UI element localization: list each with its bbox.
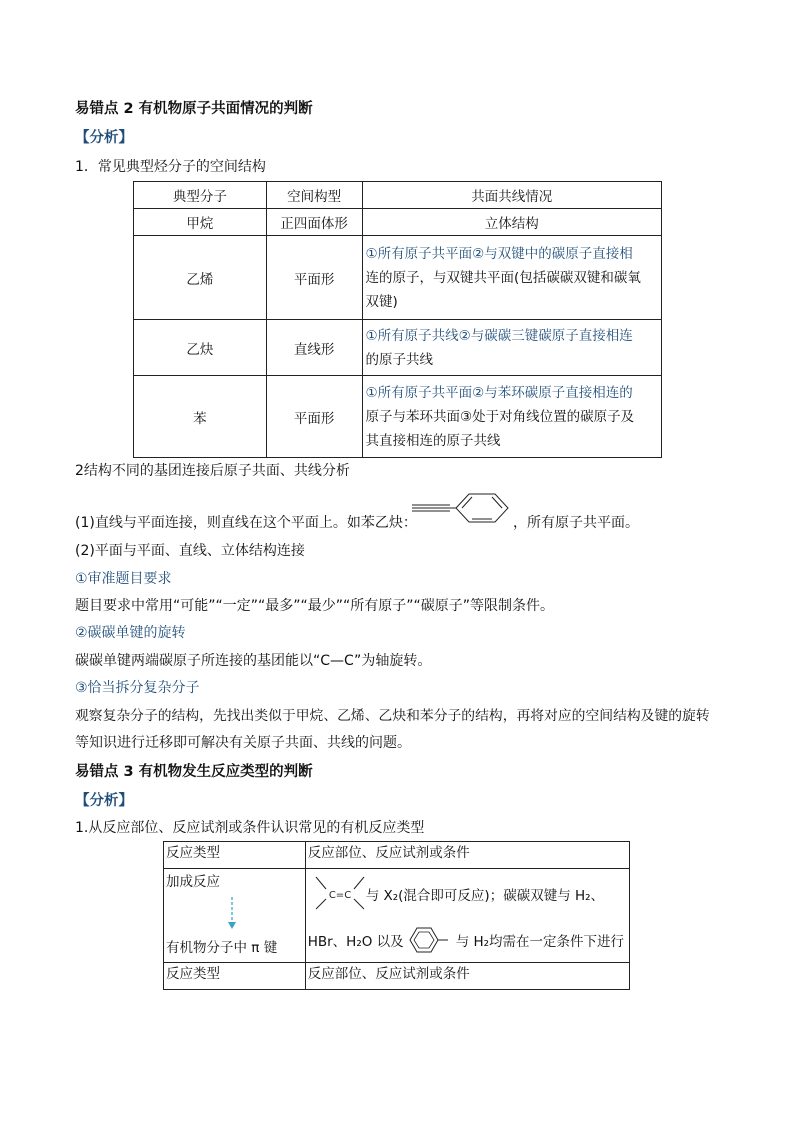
- description-line: ①所有原子共线②与碳碳三键碳原子直接相连: [365, 327, 633, 344]
- condition-text: HBr、H₂O 以及: [307, 934, 404, 950]
- paragraph-text: ，所有原子共平面。: [513, 515, 639, 531]
- header-cell: 典型分子: [134, 182, 267, 209]
- table-row: [134, 209, 662, 236]
- table-row: [134, 320, 662, 376]
- reaction-type-cell: [164, 869, 306, 963]
- paragraph-text: (2)平面与平面、直线、立体结构连接: [75, 543, 305, 559]
- header-cell: 共面共线情况: [362, 182, 661, 209]
- table-header-row: [134, 182, 662, 209]
- phenylacetylene-structure-image: [410, 490, 515, 530]
- description-cell: [362, 376, 661, 458]
- cc-bond-label: C=C: [328, 890, 351, 901]
- paragraph-text: 等知识进行迁移即可解决有关原子共面、共线的问题。: [75, 735, 411, 751]
- table-row: [164, 963, 630, 990]
- shape-cell: 正四面体形: [266, 209, 362, 236]
- subsection-title: ③恰当拆分复杂分子: [75, 680, 200, 696]
- analysis-label: 【分析】: [75, 130, 133, 146]
- condition-text: 与 H₂均需在一定条件下进行: [455, 934, 625, 950]
- description-line: 连的原子，与双键共平面(包括碳碳双键和碳氧: [365, 269, 641, 286]
- shape-cell: 平面形: [266, 376, 362, 458]
- reaction-type-label: 有机物分子中 π 键: [166, 940, 278, 956]
- reaction-type-label: 加成反应: [166, 874, 220, 890]
- header-cell: 反应部位、反应试剂或条件: [305, 842, 629, 869]
- molecule-cell: 乙炔: [134, 320, 267, 376]
- paragraph-title: 1．常见典型烃分子的空间结构: [75, 159, 266, 175]
- reaction-condition-cell: 反应部位、反应试剂或条件: [305, 963, 629, 990]
- molecule-cell: 甲烷: [134, 209, 267, 236]
- table-row: [164, 869, 630, 963]
- shape-cell: 直线形: [266, 320, 362, 376]
- condition-text: 与 X₂(混合即可反应)；碳碳双键与 H₂、: [365, 888, 605, 904]
- table-header-row: [164, 842, 630, 869]
- analysis-label: 【分析】: [75, 793, 133, 809]
- description-line: 双键): [365, 293, 398, 310]
- section-heading-2: 易错点 2 有机物原子共面情况的判断: [75, 101, 313, 117]
- subsection-title: ②碳碳单键的旋转: [75, 625, 186, 641]
- paragraph-text: (1)直线与平面连接，则直线在这个平面上。如苯乙炔：: [75, 515, 417, 531]
- header-cell: 反应类型: [164, 842, 306, 869]
- description-line: 其直接相连的原子共线: [365, 432, 501, 449]
- section-heading-3: 易错点 3 有机物发生反应类型的判断: [75, 764, 313, 780]
- subsection-title: ①审准题目要求: [75, 571, 172, 587]
- paragraph-title: 1.从反应部位、反应试剂或条件认识常见的有机反应类型: [75, 820, 425, 836]
- description-line: ①所有原子共平面②与双键中的碳原子直接相: [365, 245, 633, 262]
- carbon-double-bond-structure-image: [314, 875, 366, 915]
- table-row: [134, 376, 662, 458]
- paragraph-title: 2结构不同的基团连接后原子共面、共线分析: [75, 463, 350, 479]
- description-cell: 立体结构: [362, 209, 661, 236]
- description-cell: [362, 320, 661, 376]
- molecule-cell: 乙烯: [134, 236, 267, 320]
- description-line: 的原子共线: [365, 351, 434, 368]
- hydrocarbon-structure-table: [133, 181, 662, 458]
- benzene-ring-structure-image: [406, 923, 450, 957]
- arrow-down-icon: [226, 897, 238, 931]
- molecule-cell: 苯: [134, 376, 267, 458]
- paragraph-text: 题目要求中常用“可能”“一定”“最多”“最少”“所有原子”“碳原子”等限制条件。: [75, 598, 555, 614]
- description-line: ①所有原子共平面②与苯环碳原子直接相连的: [365, 384, 633, 401]
- reaction-type-table: [163, 841, 630, 990]
- paragraph-text: 观察复杂分子的结构，先找出类似于甲烷、乙烯、乙炔和苯分子的结构，再将对应的空间结构及键的旋转: [75, 708, 710, 724]
- header-cell: 空间构型: [266, 182, 362, 209]
- description-line: 原子与苯环共面③处于对角线位置的碳原子及: [365, 408, 635, 425]
- shape-cell: 平面形: [266, 236, 362, 320]
- reaction-type-cell: 反应类型: [164, 963, 306, 990]
- reaction-condition-cell: [305, 869, 629, 963]
- table-row: [134, 236, 662, 320]
- description-cell: [362, 236, 661, 320]
- paragraph-text: 碳碳单键两端碳原子所连接的基团能以“C—C”为轴旋转。: [75, 653, 432, 669]
